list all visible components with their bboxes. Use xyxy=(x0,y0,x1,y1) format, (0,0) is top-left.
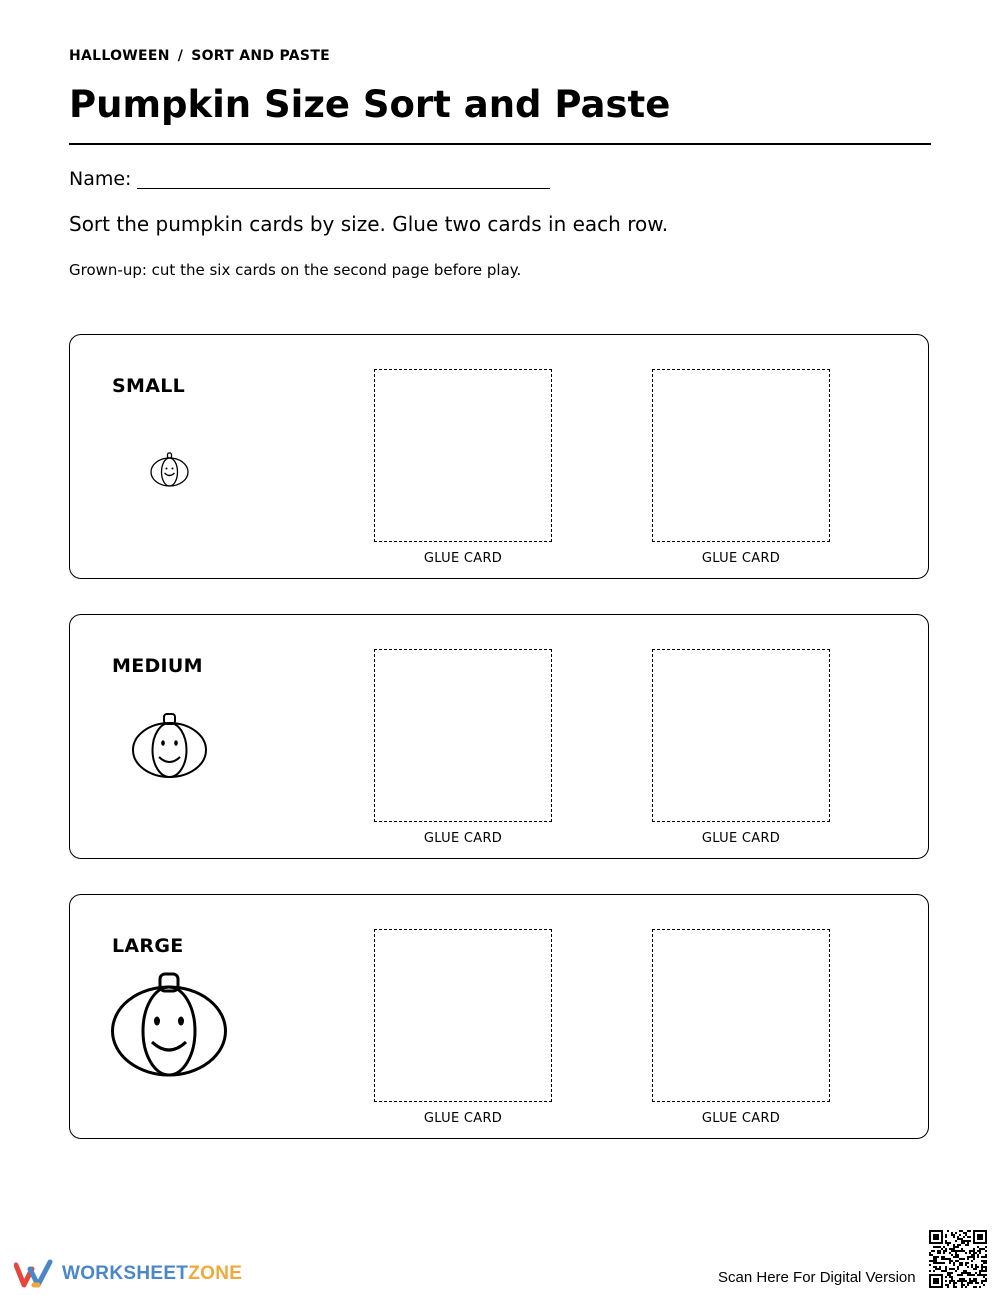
scan-here-text: Scan Here For Digital Version xyxy=(718,1269,916,1286)
row-label-large: LARGE xyxy=(112,935,184,957)
name-blank-line[interactable] xyxy=(137,168,550,189)
name-field xyxy=(69,168,550,190)
qr-code-icon[interactable] xyxy=(929,1230,987,1288)
breadcrumb xyxy=(69,48,330,64)
sort-row-large xyxy=(69,894,929,1139)
glue-label-medium-1: GLUE CARD xyxy=(423,831,503,846)
worksheetzone-logo-icon xyxy=(14,1259,54,1289)
instructions-text: Sort the pumpkin cards by size. Glue two cards in each row. xyxy=(69,212,669,236)
pumpkin-large-icon xyxy=(109,970,231,1080)
name-label: Name: xyxy=(69,168,132,190)
page-title: Pumpkin Size Sort and Paste xyxy=(69,83,671,126)
grown-up-note: Grown-up: cut the six cards on the second page before play. xyxy=(69,261,522,279)
glue-slot-medium-1[interactable] xyxy=(374,649,552,822)
pumpkin-small-icon xyxy=(149,451,191,489)
row-label-small: SMALL xyxy=(112,375,186,397)
breadcrumb-item-sort-and-paste[interactable]: SORT AND PASTE xyxy=(191,48,331,64)
worksheetzone-logo-text xyxy=(62,1263,242,1285)
logo-text-worksheet: WORKSHEET xyxy=(62,1263,189,1284)
worksheetzone-logo[interactable] xyxy=(14,1258,242,1290)
glue-slot-small-1[interactable] xyxy=(374,369,552,542)
glue-label-medium-2: GLUE CARD xyxy=(701,831,781,846)
sort-row-medium xyxy=(69,614,929,859)
glue-label-large-2: GLUE CARD xyxy=(701,1111,781,1126)
glue-slot-medium-2[interactable] xyxy=(652,649,830,822)
pumpkin-medium-icon xyxy=(130,711,210,781)
breadcrumb-item-halloween[interactable]: HALLOWEEN xyxy=(69,48,170,64)
glue-slot-large-1[interactable] xyxy=(374,929,552,1102)
row-label-medium: MEDIUM xyxy=(112,655,203,677)
glue-label-large-1: GLUE CARD xyxy=(423,1111,503,1126)
glue-label-small-2: GLUE CARD xyxy=(701,551,781,566)
glue-slot-small-2[interactable] xyxy=(652,369,830,542)
glue-slot-large-2[interactable] xyxy=(652,929,830,1102)
breadcrumb-separator: / xyxy=(177,48,184,64)
sort-row-small xyxy=(69,334,929,579)
title-divider xyxy=(69,143,931,145)
logo-text-zone: ZONE xyxy=(188,1263,243,1284)
glue-label-small-1: GLUE CARD xyxy=(423,551,503,566)
